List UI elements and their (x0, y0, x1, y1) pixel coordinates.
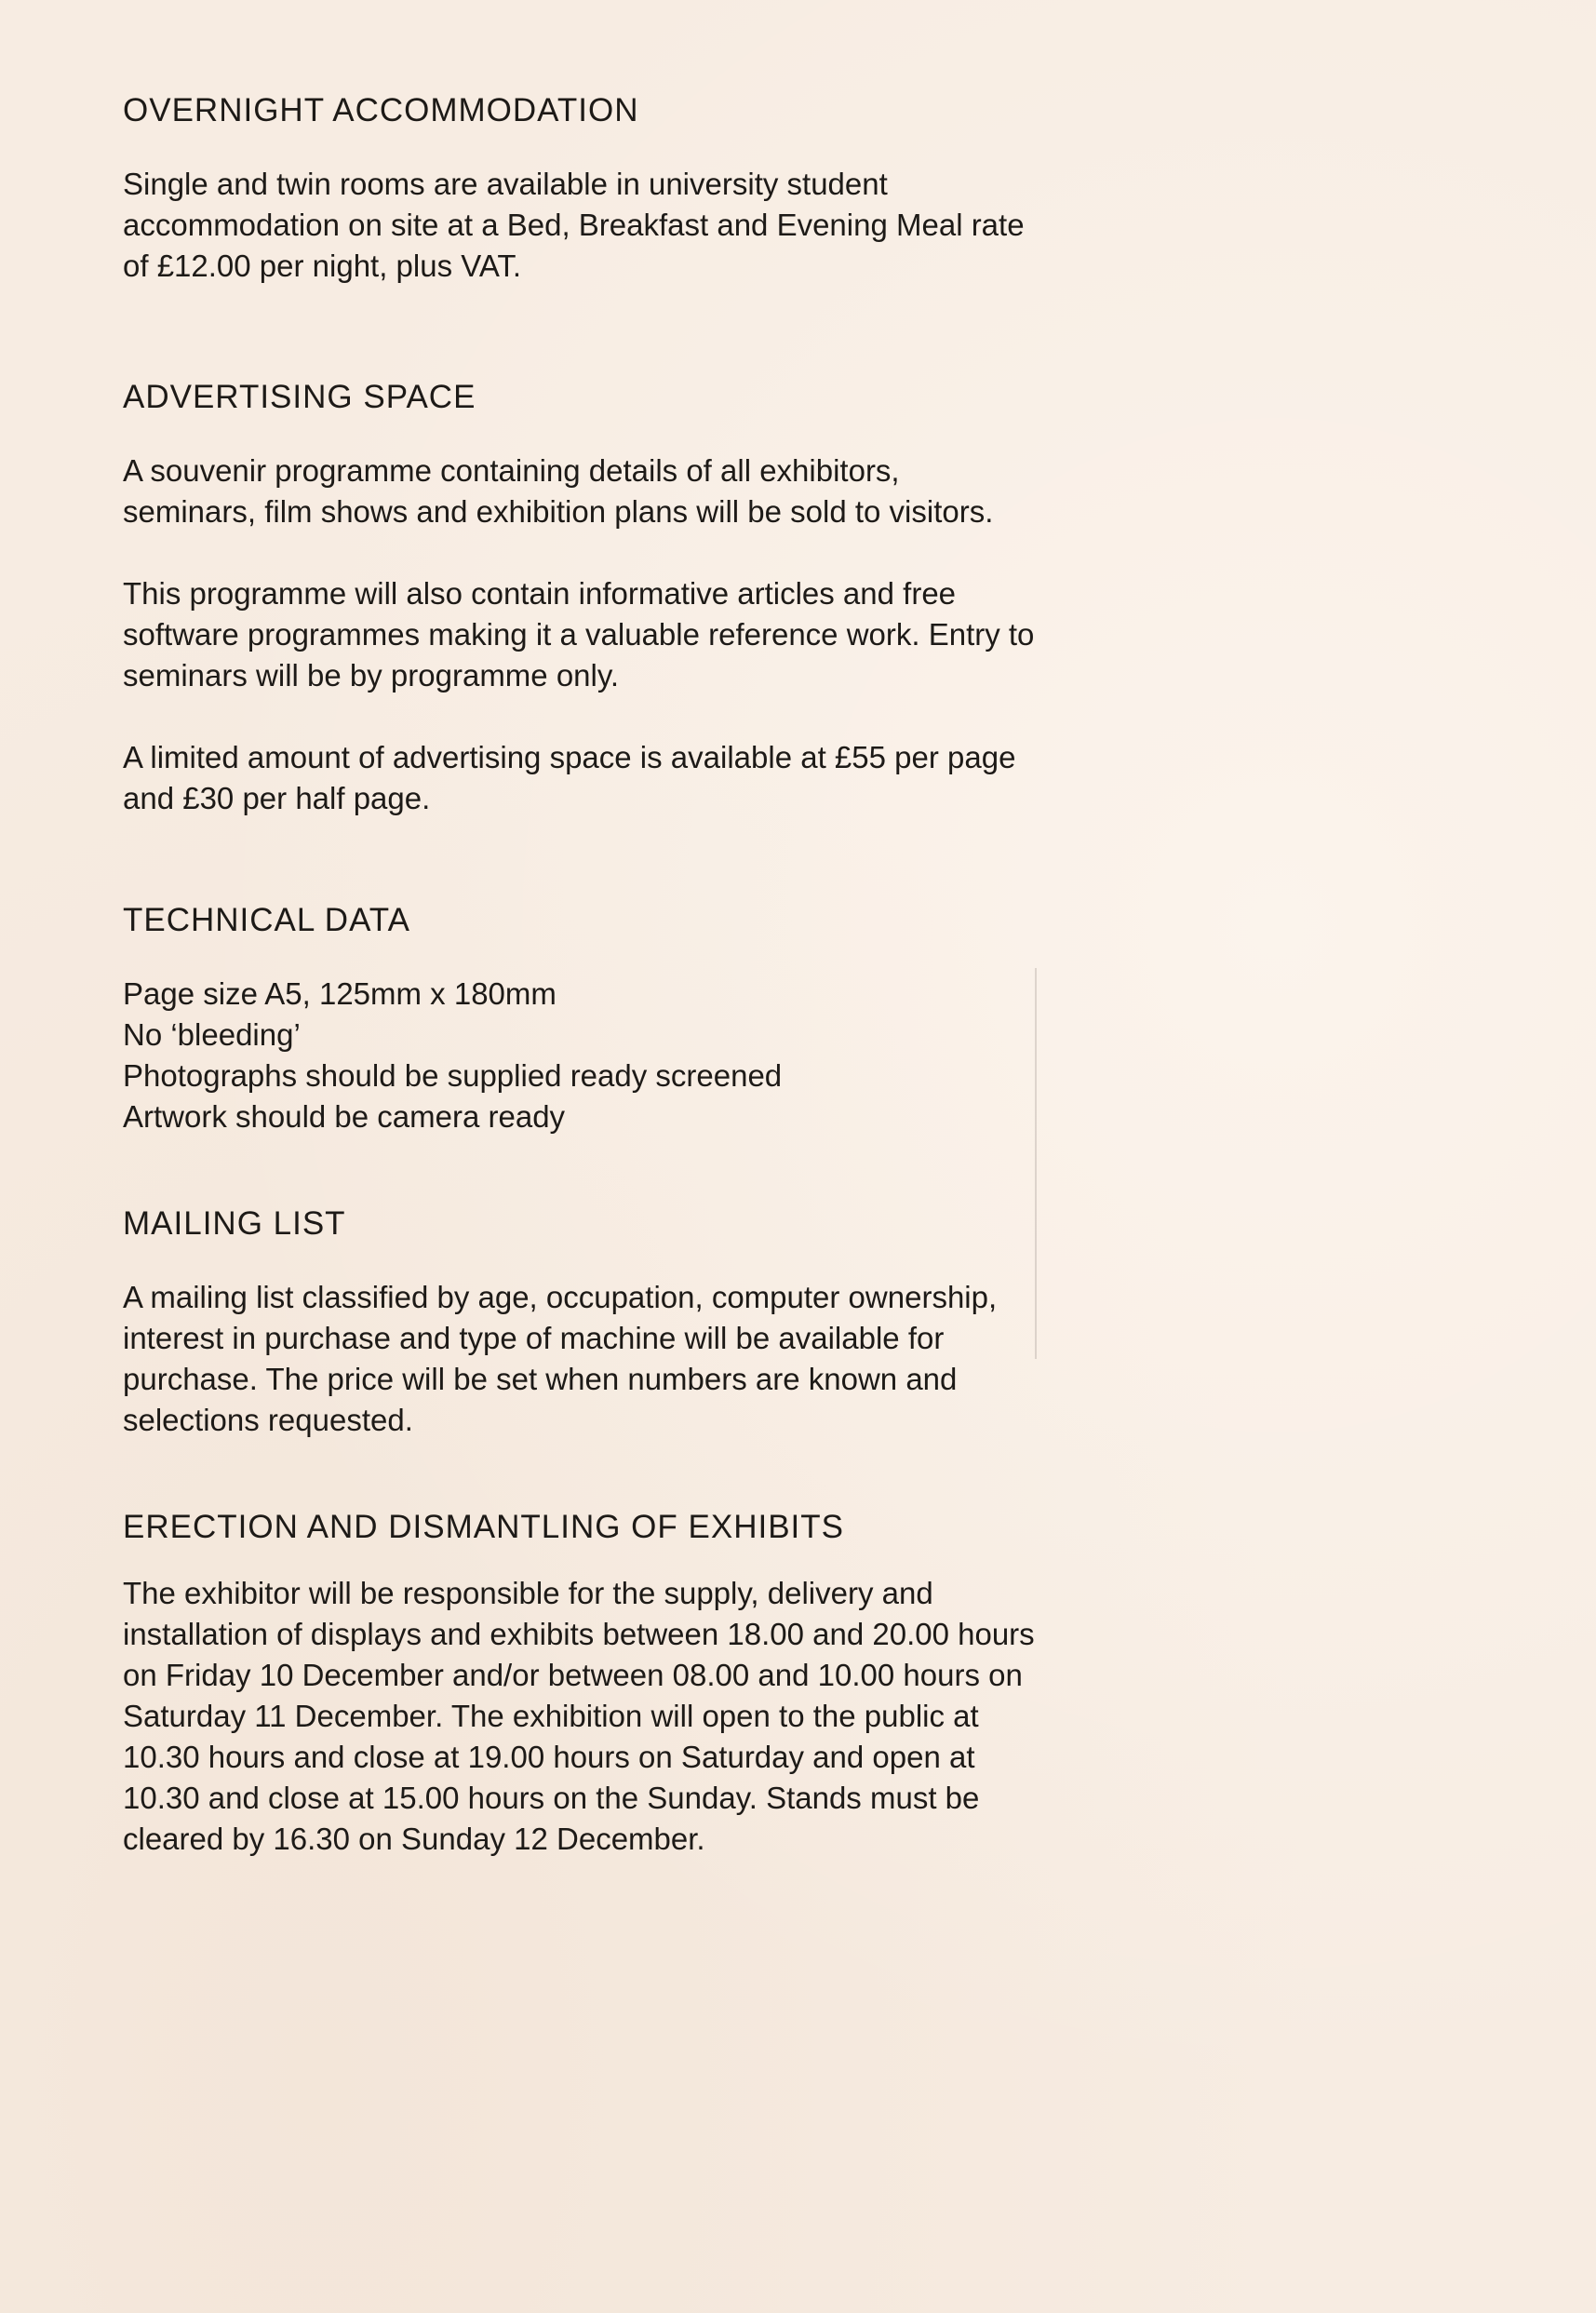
section-heading: MAILING LIST (123, 1205, 346, 1242)
technical-line: Photographs should be supplied ready screened (123, 1058, 783, 1093)
section-erection-dismantling (123, 1508, 1053, 1860)
technical-line: No ‘bleeding’ (123, 1017, 301, 1052)
document-body (123, 91, 1053, 1860)
section-overnight-accommodation (123, 91, 1053, 287)
paragraph: This programme will also contain informative articles and free software programmes making it a valuable reference work. Entry to seminars will be by programme only. (123, 576, 1035, 693)
section-heading: TECHNICAL DATA (123, 902, 410, 938)
paragraph: A souvenir programme containing details of all exhibitors, seminars, film shows and exhibition plans will be sold to visitors. (123, 453, 994, 529)
section-technical-data (123, 901, 1053, 1137)
section-advertising-space (123, 378, 1053, 819)
technical-line: Page size A5, 125mm x 180mm (123, 976, 557, 1011)
technical-line: Artwork should be camera ready (123, 1099, 566, 1134)
section-heading: OVERNIGHT ACCOMMODATION (123, 92, 639, 128)
technical-data-list (123, 974, 1053, 1137)
section-heading: ADVERTISING SPACE (123, 379, 476, 415)
paragraph: The exhibitor will be responsible for the supply, delivery and installation of displays and exhibits between 18.00 and 20.00 hours on Friday 10 December and/or between 08.00 and 10.00 hours on Saturday 11 December. The exhibition will open to the public at 10.30 hours and close at 19.00 hours on Saturday and open at 10.30 and close at 15.00 hours on the Sunday. Stands must be cleared by 16.30 on Sunday 12 December. (123, 1576, 1035, 1856)
paragraph: Single and twin rooms are available in university student accommodation on site at a Bed, Breakfast and Evening Meal rate of £12.00 per night, plus VAT. (123, 167, 1025, 283)
section-heading: ERECTION AND DISMANTLING OF EXHIBITS (123, 1509, 844, 1545)
paragraph: A limited amount of advertising space is available at £55 per page and £30 per half page. (123, 740, 1016, 815)
section-mailing-list (123, 1204, 1053, 1441)
paragraph: A mailing list classified by age, occupation, computer ownership, interest in purchase and type of machine will be available for purchase. The price will be set when numbers are known and selections requested. (123, 1280, 998, 1437)
